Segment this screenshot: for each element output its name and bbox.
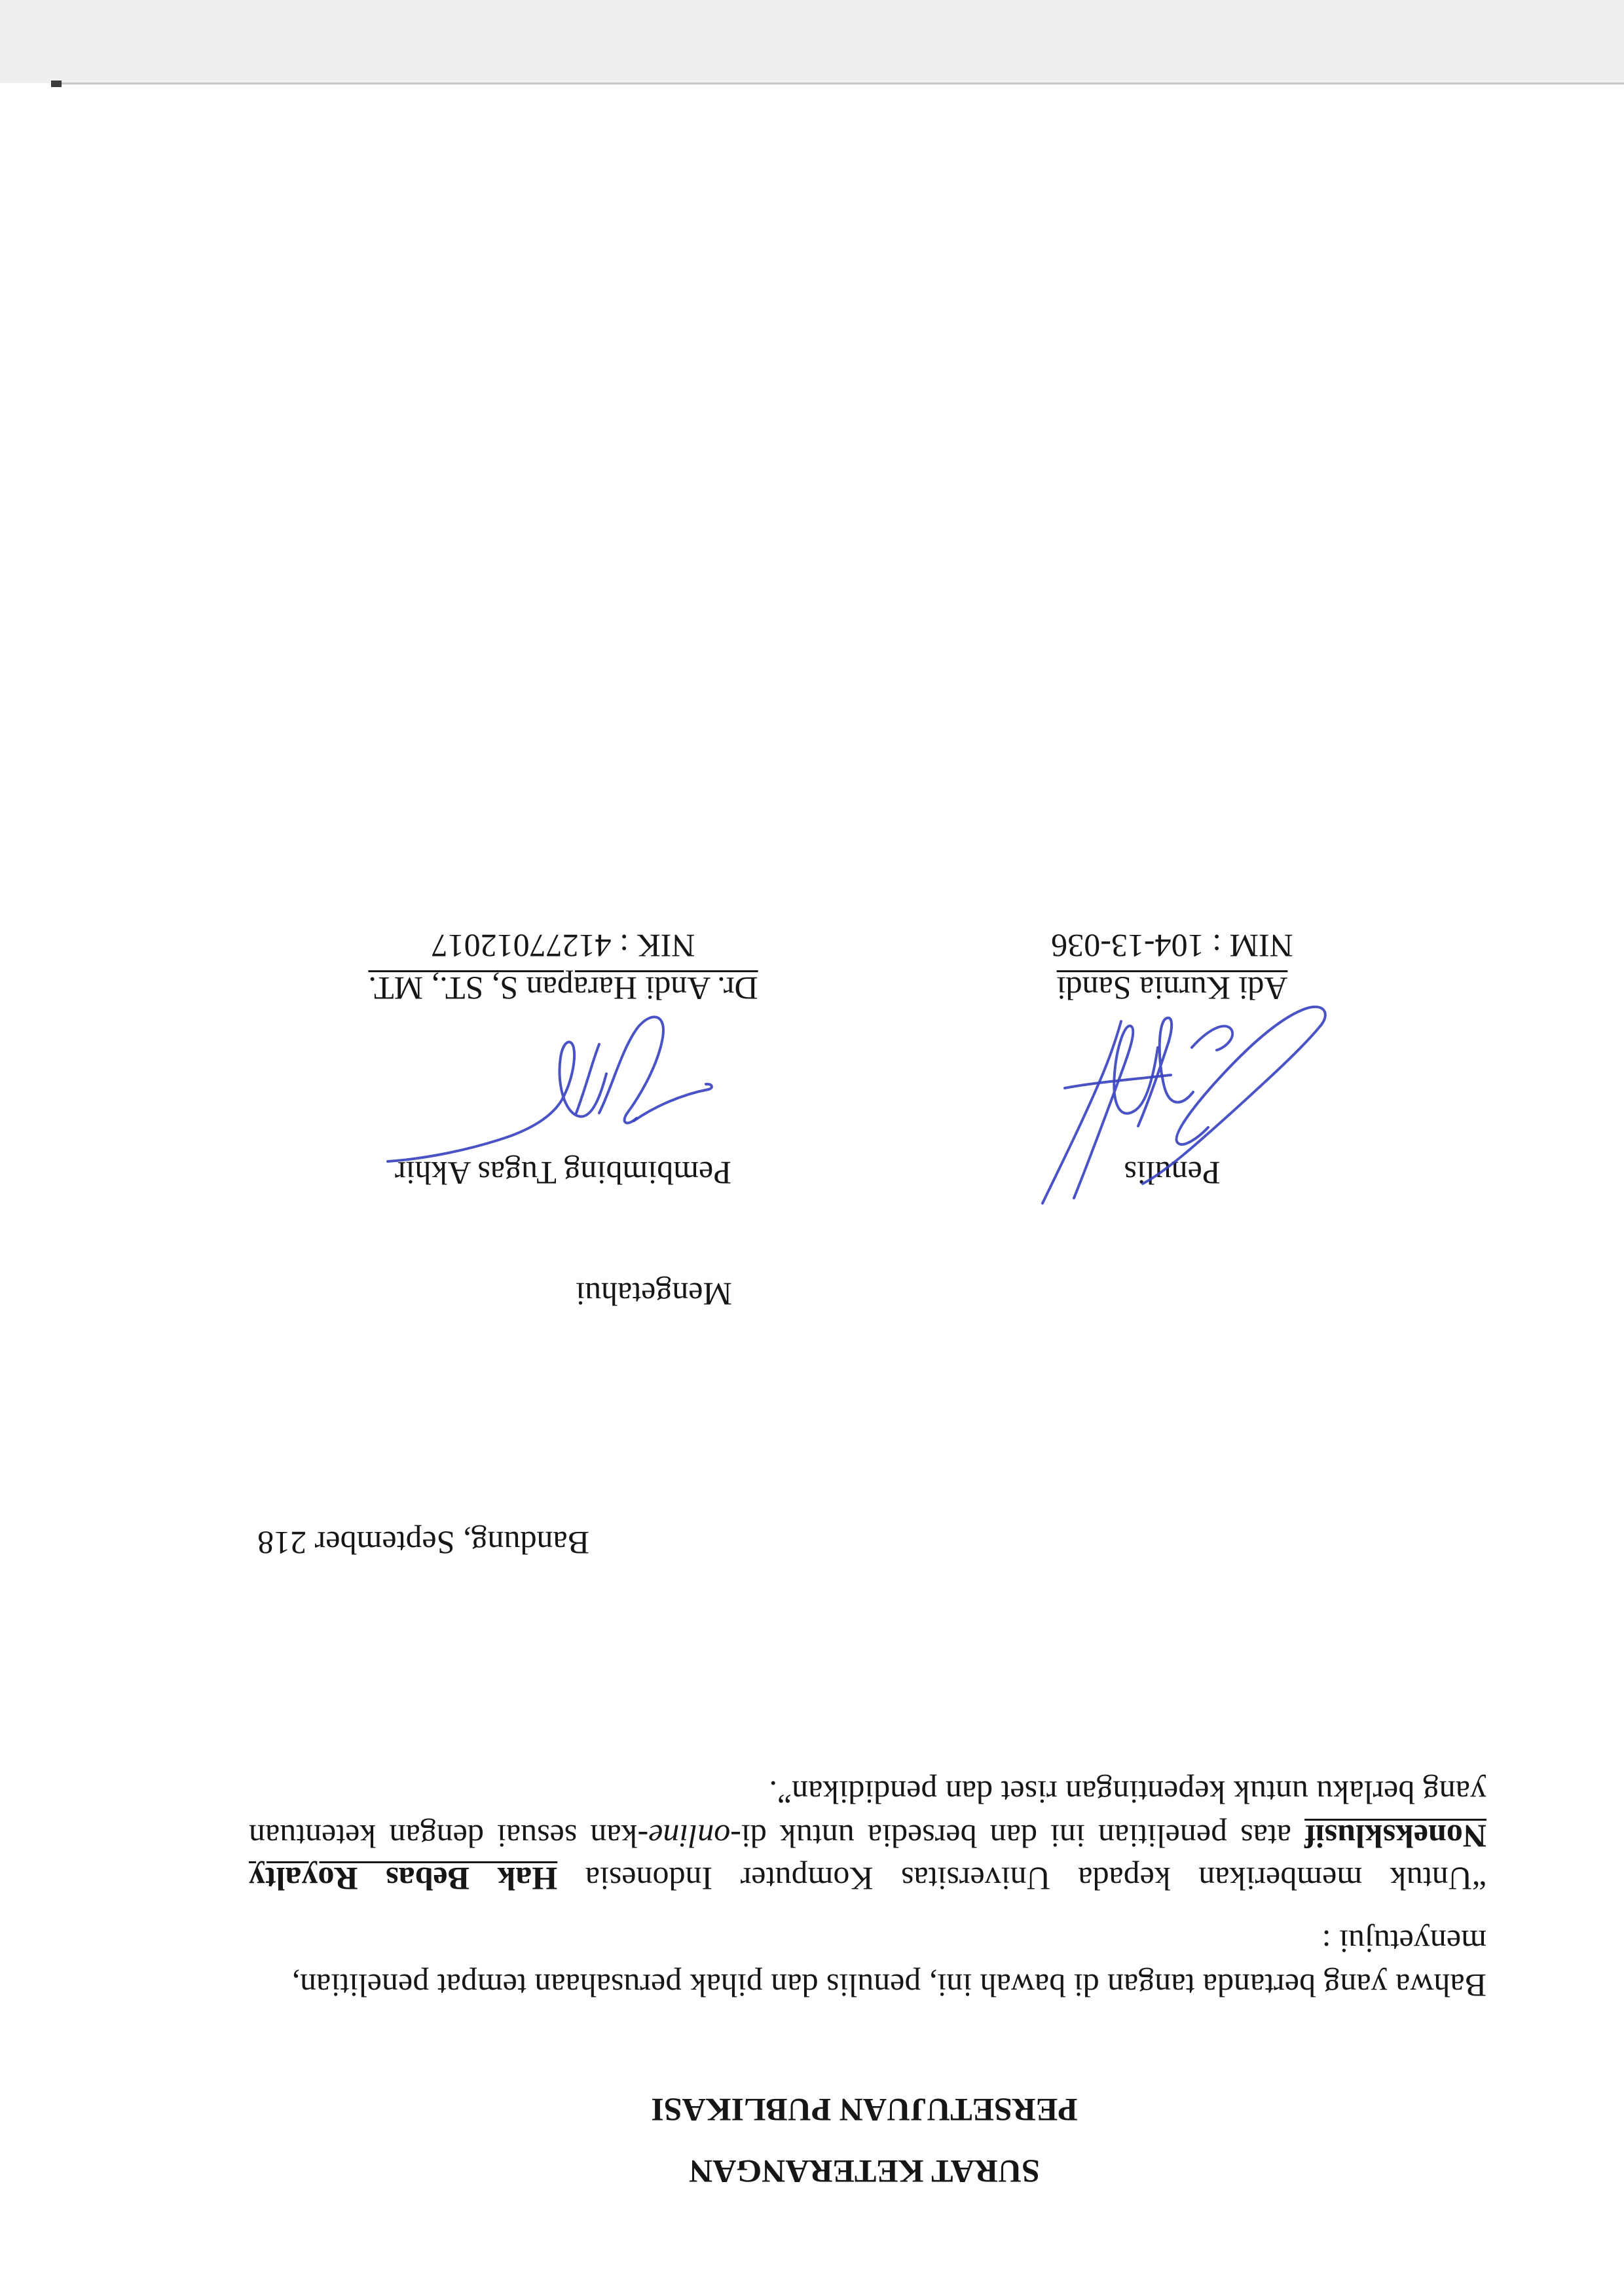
acknowledged-label: Mengetahui bbox=[576, 1276, 732, 1313]
supervisor-role: Pembimbing Tugas Akhir bbox=[395, 1155, 731, 1192]
supervisor-name: Dr. Andi Harapan S, ST., MT. bbox=[368, 970, 758, 1007]
author-name-block bbox=[1041, 969, 1303, 1008]
statement-line-2-tail: -kan sesuai dengan ketentuan bbox=[248, 1818, 649, 1855]
document-title: SURAT KETERANGAN bbox=[689, 2153, 1040, 2190]
statement-line-1 bbox=[249, 1859, 1486, 1899]
statement-line-1-text: “Untuk memberikan kepada Universitas Komputer Indonesia bbox=[557, 1861, 1486, 1897]
online-italic: online bbox=[648, 1818, 731, 1855]
intro-line-1: Bahwa yang bertanda tangan di bawah ini, penulis dan pihak perusahaan tempat penelitian, bbox=[291, 1967, 1486, 2004]
author-role: Penulis bbox=[1124, 1155, 1221, 1192]
noneksklusif-term: Noneksklusif bbox=[1304, 1818, 1486, 1855]
statement-line-2 bbox=[249, 1817, 1486, 1856]
document-subtitle: PERSETUJUAN PUBLIKASI bbox=[651, 2092, 1078, 2128]
statement-line-3: yang berlaku untuk kepentingan riset dan pendidikan”. bbox=[769, 1774, 1486, 1811]
royalty-term: Hak Bebas Royalty bbox=[249, 1861, 558, 1897]
author-name: Adi Kurnia Sandi bbox=[1056, 970, 1288, 1007]
supervisor-id: NIK : 41277012017 bbox=[431, 928, 695, 964]
supervisor-name-block bbox=[334, 969, 792, 1008]
statement-line-2-text: atas penelitian ini dan bersedia untuk di- bbox=[730, 1818, 1305, 1855]
author-id: NIM : 104-13-036 bbox=[1051, 928, 1293, 964]
intro-line-2: menyetujui : bbox=[1321, 1923, 1486, 1960]
place-date: Bandung, September 218 bbox=[257, 1525, 589, 1561]
